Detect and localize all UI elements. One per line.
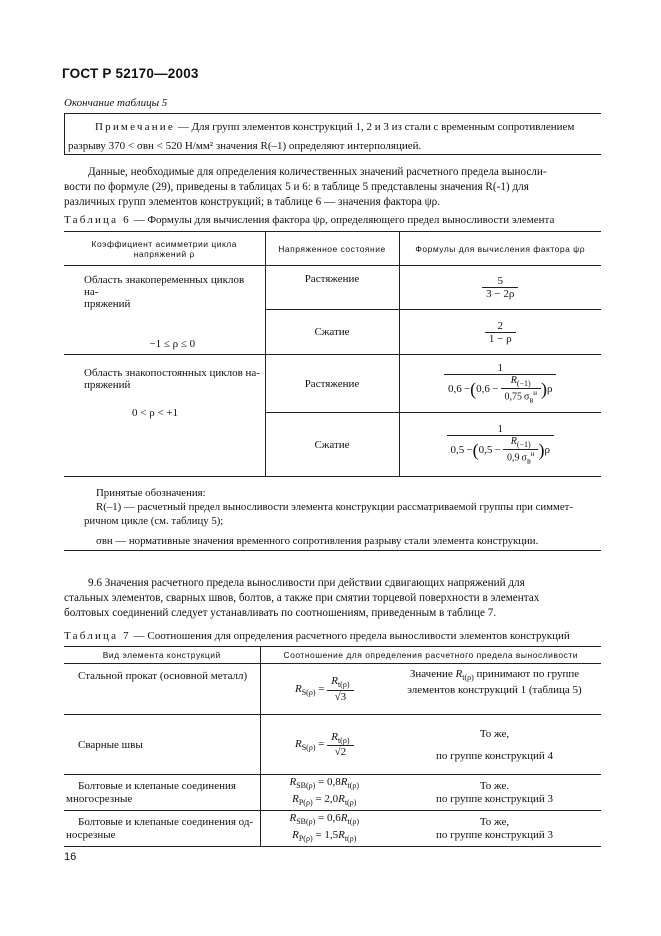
- page-number: 16: [64, 851, 77, 863]
- table7-row3-element: Болтовые и клепаные соединения многосрезные: [64, 775, 260, 811]
- table7-row1-element: Стальной прокат (основной металл): [64, 664, 260, 715]
- table7-row2-note: То же, по группе конструкций 4: [388, 715, 601, 775]
- note-label: Примечание: [95, 121, 175, 133]
- table7-row1-note: Значение $R_{t(\rho)}$ принимают по группе элементов конструкций 1 (таблица 5): [388, 664, 601, 715]
- paragraph-9-6: [64, 576, 601, 621]
- region2-line1: Область знакопостоянных циклов на-: [84, 367, 260, 379]
- table7-caption: [64, 630, 570, 642]
- table6-header-asymmetry: Коэффициент асимметрии цикла напряжений ρ: [64, 232, 265, 266]
- table7-row2-formula: $R_{S(\rho)}$ = $\frac{R_{t(\rho)}}{√2}$: [260, 715, 388, 775]
- region1-line1: Область знакопеременных циклов на-: [84, 274, 245, 298]
- table7-header-element: Вид элемента конструкций: [64, 647, 260, 664]
- formula-2-fraction: $\frac{2}{1 - \rho}$: [485, 320, 516, 345]
- table6-region-constant: [64, 355, 265, 477]
- region1-range: −1 ≤ ρ ≤ 0: [149, 338, 196, 350]
- table6-caption: [64, 214, 554, 226]
- table7-caption-label: Таблица 7: [64, 630, 131, 642]
- state-tension-1: Растяжение: [265, 266, 399, 310]
- formula-1: [399, 266, 601, 310]
- para1-line2: вости по формуле (29), приведены в таблицах 5 и 6: в таблице 5 представлены значения R(-1) для: [64, 181, 529, 193]
- note-line-1: [95, 121, 574, 133]
- formula-3-fraction: 1 0,6 −(0,6 − $\frac{R_{(-1)}}{0,75 \sigma_в^н}$ )ρ: [444, 362, 556, 404]
- notation-1a: R(–1) — расчетный предел выносливости элемента конструкции рассматриваемой группы при симмет-: [96, 501, 573, 513]
- table7-row2-element: Сварные швы: [64, 715, 260, 775]
- formula-4-fraction: 1 0,5 −(0,5 − $\frac{R_{(-1)}}{0,9 \sigma_в^н}$ )ρ: [447, 423, 554, 465]
- para1-line1: Данные, необходимые для определения количественных значений расчетного предела выносли-: [88, 166, 547, 178]
- state-compression-2: Сжатие: [265, 413, 399, 477]
- notation-1b: ричном цикле (см. таблицу 5);: [84, 515, 224, 527]
- formula-3: [399, 355, 601, 413]
- paragraph-data-reference: [64, 165, 601, 210]
- note-line-2: разрыву 370 < σвн < 520 Н/мм² значения R(–1) определяют интерполяцией.: [68, 140, 422, 152]
- state-compression-1: Сжатие: [265, 310, 399, 355]
- table7-row3-formula: $R_{SB(\rho)} = 0,8R_{t(\rho)}$ $R_{P(\rho)} = 2,0R_{t(\rho)}$: [260, 775, 388, 811]
- table-continuation-label: Окончание таблицы 5: [64, 97, 168, 109]
- notation-title: Принятые обозначения:: [96, 487, 206, 499]
- para2-line1: 9.6 Значения расчетного предела выносливости при действии сдвигающих напряжений для: [88, 577, 525, 589]
- table5-note: [64, 113, 601, 155]
- table7-row1-formula: $R_{S(\rho)}$ = $\frac{R_{t(\rho)}}{√3}$: [260, 664, 388, 715]
- table6-caption-text: — Формулы для вычисления фактора ψρ, определяющего предел выносливости элемента: [130, 214, 555, 226]
- region2-range: 0 < ρ < +1: [132, 407, 179, 419]
- para2-line3: болтовых соединений следует устанавливать по соотношениям, приведенным в таблице 7.: [64, 607, 497, 619]
- table7-row4-formula: $R_{SB(\rho)} = 0,6R_{t(\rho)}$ $R_{P(\rho)} = 1,5R_{t(\rho)}$: [260, 811, 388, 847]
- table7: [64, 646, 601, 847]
- state-tension-2: Растяжение: [265, 355, 399, 413]
- table6-header-formula: Формулы для вычисления фактора ψρ: [399, 232, 601, 266]
- table6-caption-label: Таблица 6: [64, 214, 131, 226]
- table6-header-state: Напряженное состояние: [265, 232, 399, 266]
- table6-region-alternating: [64, 266, 265, 355]
- formula-2: [399, 310, 601, 355]
- table7-row4-element: Болтовые и клепаные соединения од- носрезные: [64, 811, 260, 847]
- formula-4: [399, 413, 601, 477]
- region1-line2: пряжений: [84, 298, 131, 310]
- table6: [64, 231, 601, 551]
- table7-row3-note: То же. по группе конструкций 3: [388, 775, 601, 811]
- para2-line2: стальных элементов, сварных швов, болтов, а также при смятии торцевой поверхности в элементах: [64, 592, 540, 604]
- notation-2: σвн — нормативные значения временного сопротивления разрыву стали элемента конструкции.: [96, 535, 539, 547]
- table7-header-relation: Соотношение для определения расчетного предела выносливости: [260, 647, 601, 664]
- note-text: — Для групп элементов конструкций 1, 2 и 3 из стали с временным сопротивлением: [174, 121, 575, 133]
- table7-row4-note: То же, по группе конструкций 3: [388, 811, 601, 847]
- table7-caption-text: — Соотношения для определения расчетного предела выносливости элементов конструкций: [130, 630, 570, 642]
- formula-1-fraction: $\frac{5}{3 - 2\rho}$: [482, 275, 518, 300]
- document-header: ГОСТ Р 52170—2003: [62, 66, 199, 81]
- region2-line2: пряжений: [84, 379, 131, 391]
- para1-line3: различных групп элементов конструкций; в таблице 6 — значения фактора ψρ.: [64, 196, 441, 208]
- table6-notation: [64, 477, 601, 551]
